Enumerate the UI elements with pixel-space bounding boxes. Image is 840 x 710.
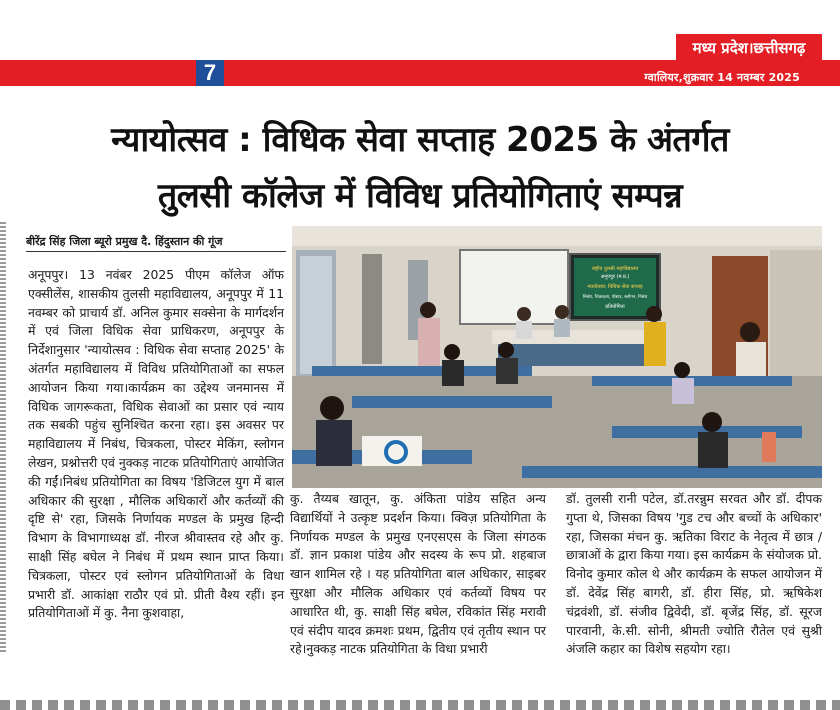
article-column-2: कु. तैय्यब खातून, कु. अंकिता पांडेय सहित अन्य विद्यार्थियों ने उत्कृष्ट प्रदर्शन किया। क्विज़ प्रतियोगिता के निर्णायक मण्डल के प्रमुख एनएसएस के जिला संगठक डॉ. ज्ञान प्रकाश पांडेय और सदस्य के रूप प्रो. शहबाज खान शामिल रहे । यह प्रतियोगिता बाल अधिकार, साइबर सुरक्षा और मौलिक अधिकार एवं कर्तव्यों विषय पर आधारित थी, कु. साक्षी सिंह बघेल, रविकांत सिंह मरावी एवं संदीप यादव क्रमशः प्रथम, द्वितीय एवं तृतीय स्थान पर रहे।नुक्कड़ नाटक प्रतियोगिता के विधा प्रभारी: [290, 491, 546, 657]
screen-line-1: राष्ट्रीय तुलसी महाविद्यालय: [591, 266, 639, 272]
screen-line-3: न्यायोत्सव: विधिक सेवा सप्ताह: [587, 284, 643, 290]
region-label: मध्य प्रदेश।छत्तीसगढ़: [676, 34, 822, 62]
page-number: 7: [196, 60, 224, 86]
byline: बीरेंद्र सिंह जिला ब्यूरो प्रमुख दै. हिंदुस्तान की गूंज: [26, 234, 286, 252]
screen-line-2: अनूपपुर (म.प्र.): [600, 274, 630, 280]
page-bottom-edge: [0, 700, 840, 710]
headline-line-2: तुलसी कॉलेज में विविध प्रतियोगिताएं सम्पन्न: [157, 176, 683, 216]
column-rule: [0, 222, 6, 652]
article-column-3: डॉ. तुलसी रानी पटेल, डॉ.तरन्नुम सरवत और डॉ. दीपक गुप्ता थे, जिसका विषय 'गुड टच और बच्चों के अधिकार' रहा, जिसका मंचन कु. ऋतिका विराट के नेतृत्व में छात्र /छात्राओं के द्वारा किया गया। इस कार्यक्रम के संयोजक प्रो. विनोद कुमार कोल थे और कार्यक्रम के सफल आयोजन में डॉ. देवेंद्र सिंह बागरी, डॉ. हीरा सिंह, प्रो. ऋषिकेश चंद्रवंशी, डॉ. संजीव द्विवेदी, डॉ. बृजेंद्र सिंह, डॉ. सूरज पारवानी, के.सी. सोनी, श्रीमती ज्योति रौतेल एवं सुश्री अंजलि कहार का विशेष सहयोग रहा।: [566, 491, 822, 657]
article-column-1: अनूपपुर। 13 नवंबर 2025 पीएम कॉलेज ऑफ एक्सीलेंस, शासकीय तुलसी महाविद्यालय, अनूपपुर में 11 नवम्बर को प्राचार्य डॉ. अनिल कुमार सक्सेना के मार्गदर्शन में एवं जिला विधिक सेवा प्राधिकरण, अनूपपुर के निर्देशानुसार 'न्यायोत्सव : विधिक सेवा सप्ताह 2025' के अंतर्गत महाविद्यालय में विविध प्रतियोगिताओं का सफल आयोजन किया गया।कार्यक्रम का उद्देश्य जनमानस में विधिक जागरूकता, विधिक सेवाओं का प्रसार एवं न्याय तक सबकी पहुंच सुनिश्चित करना रहा। इस अवसर पर महाविद्यालय में निबंध, चित्रकला, पोस्टर मेकिंग, स्लोगन लेखन, प्रश्नोत्तरी एवं नुक्कड़ नाटक प्रतियोगिताएं आयोजित की गईं।निबंध प्रतियोगिता का विषय 'डिजिटल युग में बाल अधिकार की सुरक्षा , मौलिक अधिकारों और कर्तव्यों की दृष्टि से' रहा, जिसके निर्णायक मण्डल के प्रमुख हिन्दी विभाग के विभागाध्यक्ष डॉ. नीरज श्रीवास्तव रहे और कु. साक्षी सिंह बघेल ने निबंध में प्रथम स्थान प्राप्त किया।चित्रकला, पोस्टर एवं स्लोगन प्रतियोगिताओं के विधा प्रभारी डॉ. आकांक्षा राठौर एवं प्रो. प्रीती वैश्य रहीं। इन प्रतियोगिताओं में कु. नैना कुशवाहा,: [28, 267, 284, 621]
headline-line-1: न्यायोत्सव : विधिक सेवा सप्ताह 2025 के अंतर्गत: [111, 120, 729, 160]
headline: [0, 112, 840, 224]
dateline: ग्वालियर,शुक्रवार 14 नवम्बर 2025: [644, 71, 800, 84]
screen-line-4: निबंध, चित्रकला, पोस्टर, स्लोगन, निबंध: [582, 295, 648, 300]
screen-line-5: प्रतियोगिता: [605, 304, 625, 310]
event-photo: [292, 226, 822, 488]
